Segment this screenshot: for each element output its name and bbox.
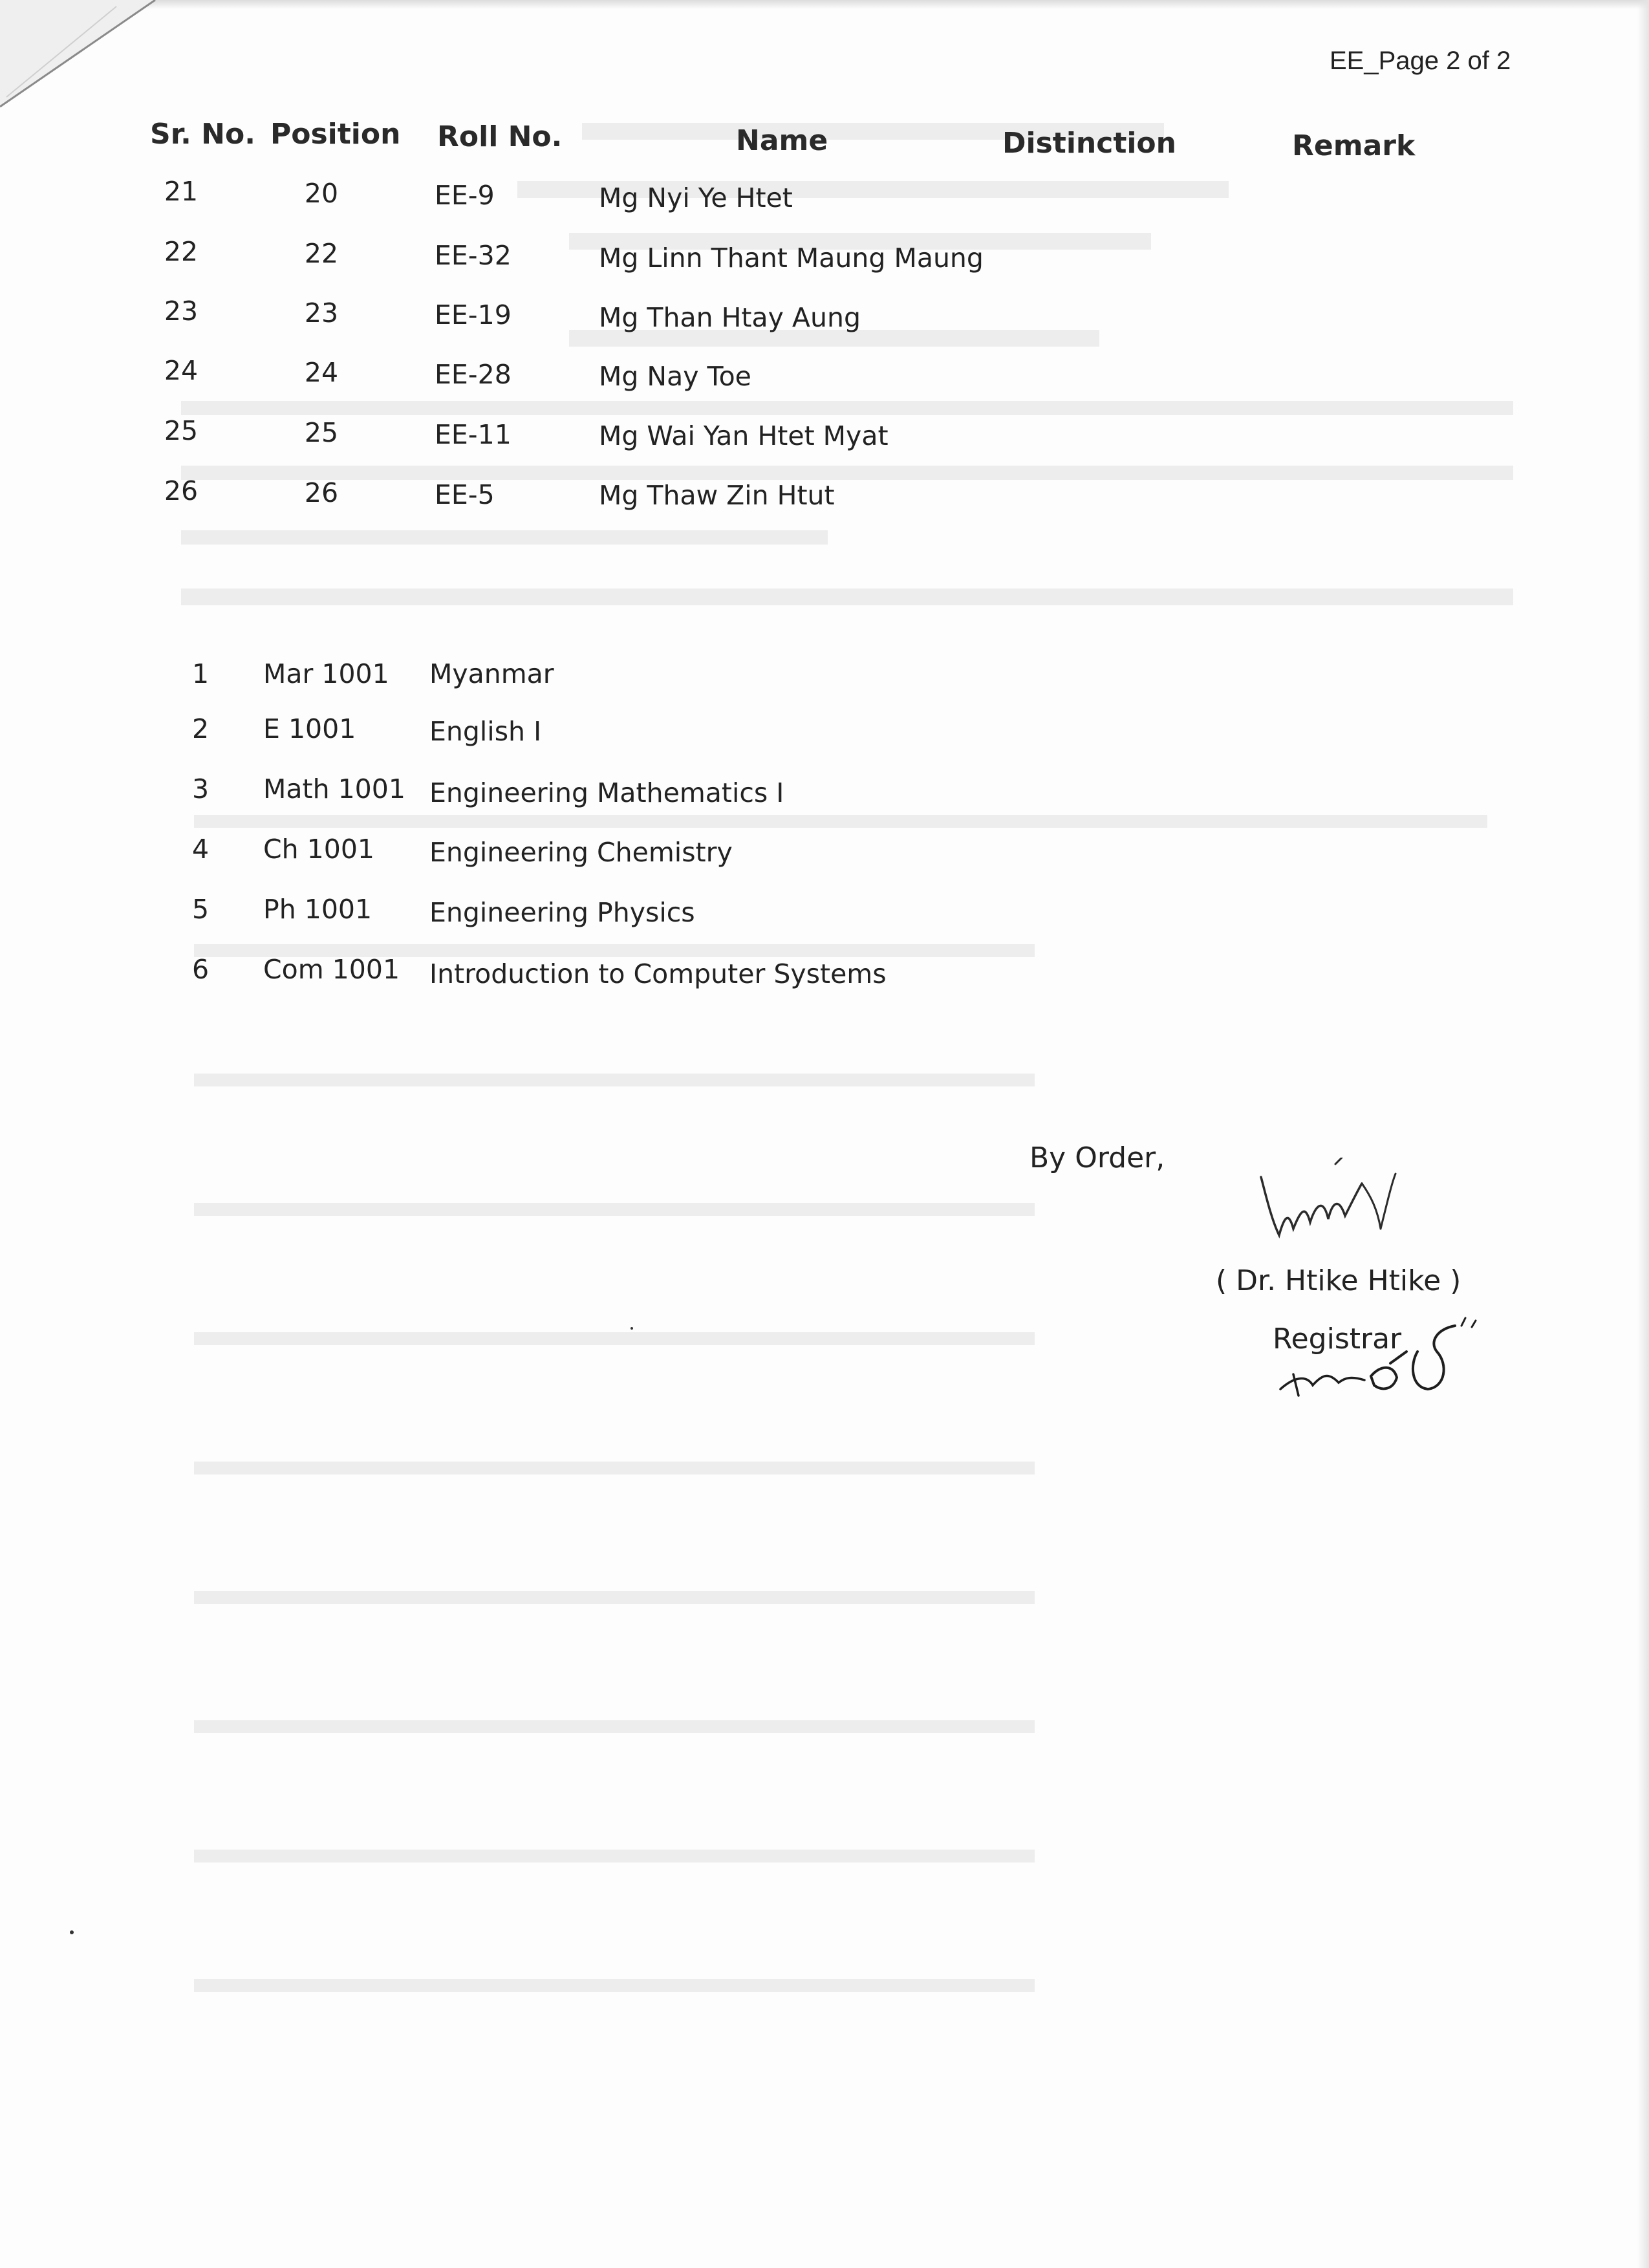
header-position: Position (270, 118, 401, 151)
handwritten-signature (1248, 1158, 1397, 1261)
subject-title: Engineering Physics (429, 897, 695, 928)
subject-number-text: 3 (191, 773, 210, 805)
cell-roll-no: EE-32 (435, 240, 512, 271)
subject-title: Myanmar (429, 658, 554, 689)
cell-position-text: 24 (304, 357, 339, 388)
subject-title: Engineering Chemistry (429, 837, 733, 868)
scan-edge-right (1637, 0, 1649, 2268)
cell-name: Mg Than Htay Aung (599, 302, 861, 333)
by-order-text: By Order, (1029, 1141, 1165, 1174)
header-name: Name (736, 124, 828, 157)
cell-name: Mg Nay Toe (599, 361, 751, 392)
header-distinction: Distinction (1002, 127, 1176, 160)
subject-code: Mar 1001 (263, 658, 389, 689)
scan-speck (70, 1930, 74, 1934)
cell-sr-no-text: 26 (164, 475, 199, 506)
cell-name: Mg Linn Thant Maung Maung (599, 243, 984, 274)
cell-position-text: 25 (304, 417, 339, 448)
subject-code: E 1001 (263, 713, 356, 744)
subject-number-text: 6 (191, 954, 210, 985)
subject-number-text: 4 (191, 834, 210, 865)
scan-speck (630, 1327, 633, 1330)
subject-number-text: 2 (191, 713, 210, 744)
header-sr-no: Sr. No. (150, 118, 255, 151)
cell-position-text: 22 (304, 238, 339, 269)
subject-code: Math 1001 (263, 773, 405, 805)
show-through-texture (155, 103, 1539, 2044)
header-remark: Remark (1292, 129, 1416, 162)
subject-code: Ch 1001 (263, 834, 374, 865)
page-number-label: EE_Page 2 of 2 (1330, 47, 1511, 75)
subject-number-text: 1 (191, 658, 210, 689)
subject-number-text: 5 (191, 894, 210, 925)
cell-name: Mg Wai Yan Htet Myat (599, 420, 889, 451)
cell-roll-no: EE-9 (435, 180, 495, 211)
subject-title: English I (429, 716, 542, 747)
cell-name: Mg Nyi Ye Htet (599, 182, 793, 213)
subject-title: Introduction to Computer Systems (429, 958, 887, 989)
cell-roll-no: EE-28 (435, 359, 512, 390)
subject-title: Engineering Mathematics I (429, 777, 784, 808)
cell-position-text: 26 (304, 477, 339, 508)
signer-name: ( Dr. Htike Htike ) (1216, 1264, 1461, 1297)
cell-roll-no: EE-5 (435, 479, 495, 510)
cell-sr-no-text: 21 (164, 176, 199, 207)
header-roll-no: Roll No. (437, 120, 563, 153)
subject-code: Com 1001 (263, 954, 400, 985)
registrar-title: Registrar (1273, 1323, 1402, 1355)
cell-sr-no-text: 22 (164, 236, 199, 267)
handwritten-initials (1267, 1313, 1526, 1410)
subject-code: Ph 1001 (263, 894, 372, 925)
cell-roll-no: EE-19 (435, 299, 512, 330)
cell-sr-no-text: 25 (164, 415, 199, 446)
folded-corner (0, 0, 168, 110)
cell-roll-no: EE-11 (435, 419, 512, 450)
cell-position-text: 20 (304, 178, 339, 209)
cell-name: Mg Thaw Zin Htut (599, 480, 835, 511)
cell-position-text: 23 (304, 297, 339, 329)
cell-sr-no-text: 24 (164, 355, 199, 386)
scan-edge-top (0, 0, 1649, 9)
cell-sr-no-text: 23 (164, 296, 199, 327)
